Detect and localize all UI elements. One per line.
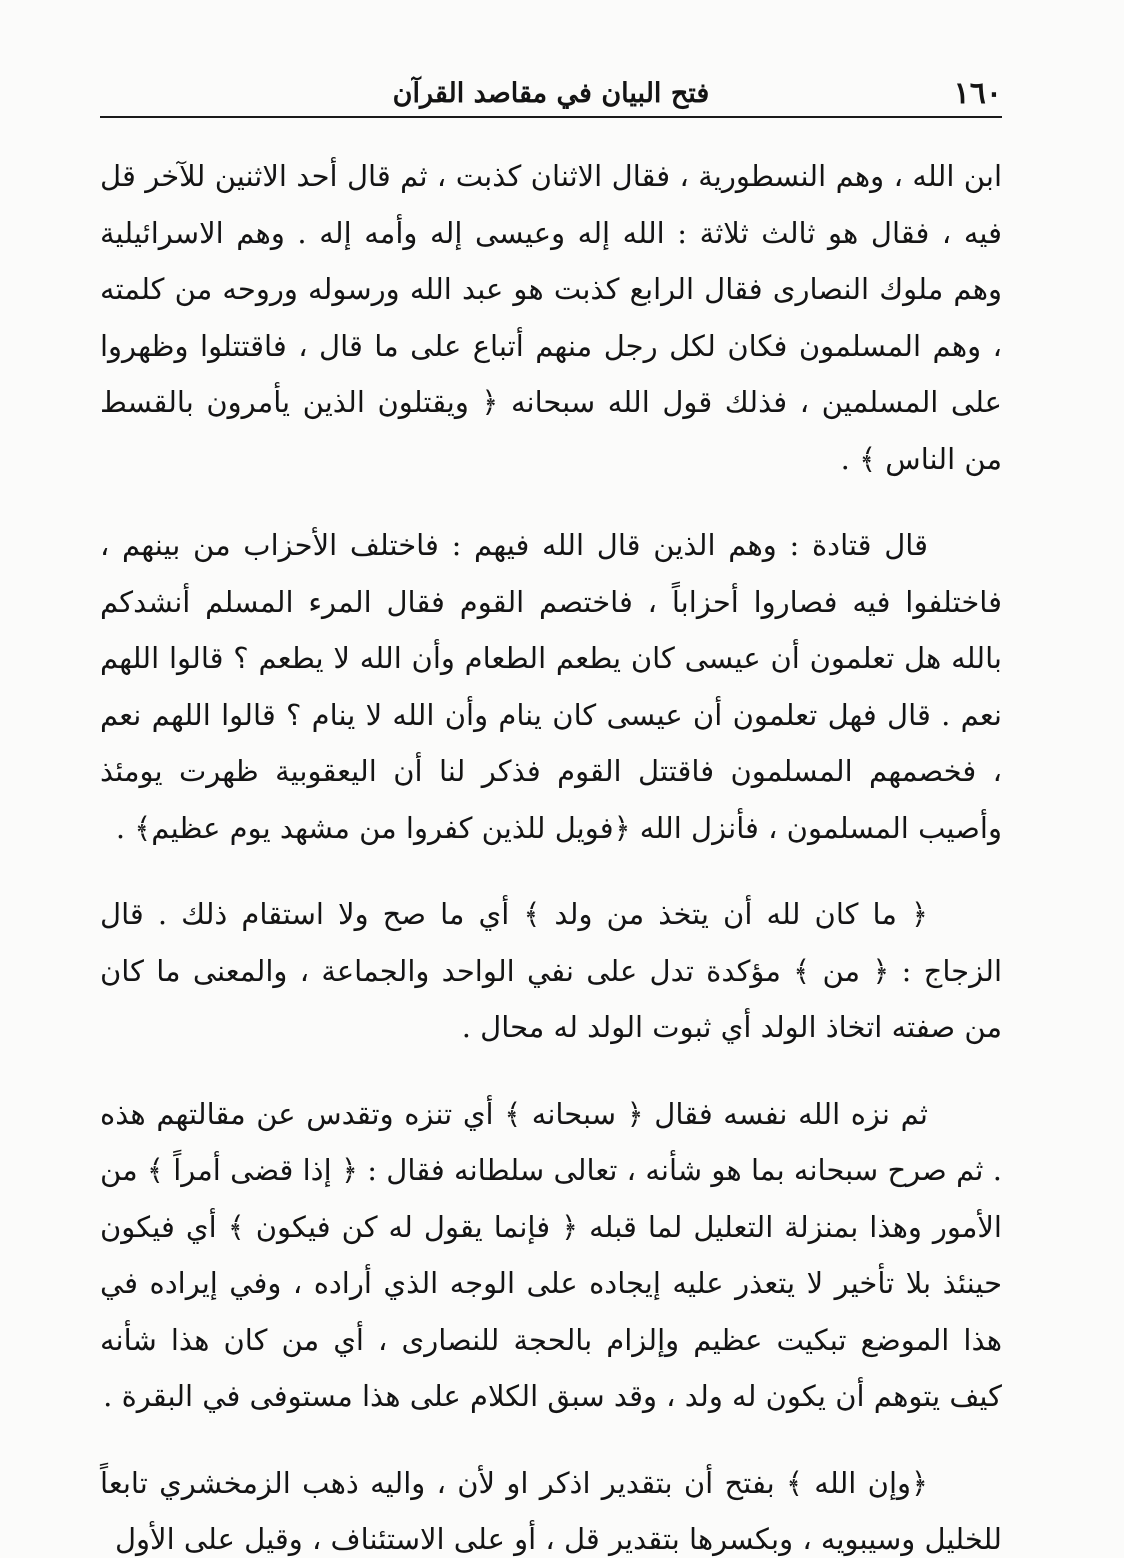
paragraph-2: قال قتادة : وهم الذين قال الله فيهم : فاختلف الأحزاب من بينهم ، فاختلفوا فيه فصاروا أحزاباً ، فاختصم القوم فقال المرء المسلم أنشدكم بالله هل تعلمون أن عيسى كان يطعم الطعام وأن الله لا يطعم ؟ قالوا اللهم نعم . قال فهل تعلمون أن عيسى كان ينام وأن الله لا ينام ؟ قالوا اللهم نعم ، فخصمهم المسلمون فاقتتل القوم فذكر لنا أن اليعقوبية ظهرت يومئذ وأصيب المسلمون ، فأنزل الله ﴿فويل للذين كفروا من مشهد يوم عظيم﴾ . [100, 528, 1002, 845]
page-number: ١٦٠ [953, 76, 1002, 111]
paragraph-3: ﴿ ما كان لله أن يتخذ من ولد ﴾ أي ما صح ولا استقام ذلك . قال الزجاج : ﴿ من ﴾ مؤكدة تدل على نفي الواحد والجماعة ، والمعنى ما كان من صفته اتخاذ الولد أي ثبوت الولد له محال . [100, 897, 1002, 1044]
page-header [100, 72, 1002, 118]
paragraph-4: ثم نزه الله نفسه فقال ﴿ سبحانه ﴾ أي تنزه وتقدس عن مقالتهم هذه . ثم صرح سبحانه بما هو شأنه ، تعالى سلطانه فقال : ﴿ إذا قضى أمراً ﴾ من الأمور وهذا بمنزلة التعليل لما قبله ﴿ فإنما يقول له كن فيكون ﴾ أي فيكون حينئذ بلا تأخير لا يتعذر عليه إيجاده على الوجه الذي أراده ، وفي إيراده في هذا الموضع تبكيت عظيم وإلزام بالحجة للنصارى ، أي من كان هذا شأنه كيف يتوهم أن يكون له ولد ، وقد سبق الكلام على هذا مستوفى في البقرة . [100, 1096, 1002, 1413]
running-title: فتح البيان في مقاصد القرآن [392, 78, 710, 109]
body-text [100, 148, 1002, 1568]
paragraph-5: ﴿وإن الله ﴾ بفتح أن بتقدير اذكر او لأن ، واليه ذهب الزمخشري تابعاً للخليل وسيبويه ، وبكسرها بتقدير قل ، أو على الاستئناف ، وقيل على الأول [100, 1465, 1002, 1556]
paragraph-1: ابن الله ، وهم النسطورية ، فقال الاثنان كذبت ، ثم قال أحد الاثنين للآخر قل فيه ، فقال هو ثالث ثلاثة : الله إله وعيسى إله وأمه إله . وهم الاسرائيلية وهم ملوك النصارى فقال الرابع كذبت هو عبد الله ورسوله وروحه من كلمته ، وهم المسلمون فكان لكل رجل منهم أتباع على ما قال ، فاقتتلوا وظهروا على المسلمين ، فذلك قول الله سبحانه ﴿ ويقتلون الذين يأمرون بالقسط من الناس ﴾ . [100, 159, 1002, 476]
